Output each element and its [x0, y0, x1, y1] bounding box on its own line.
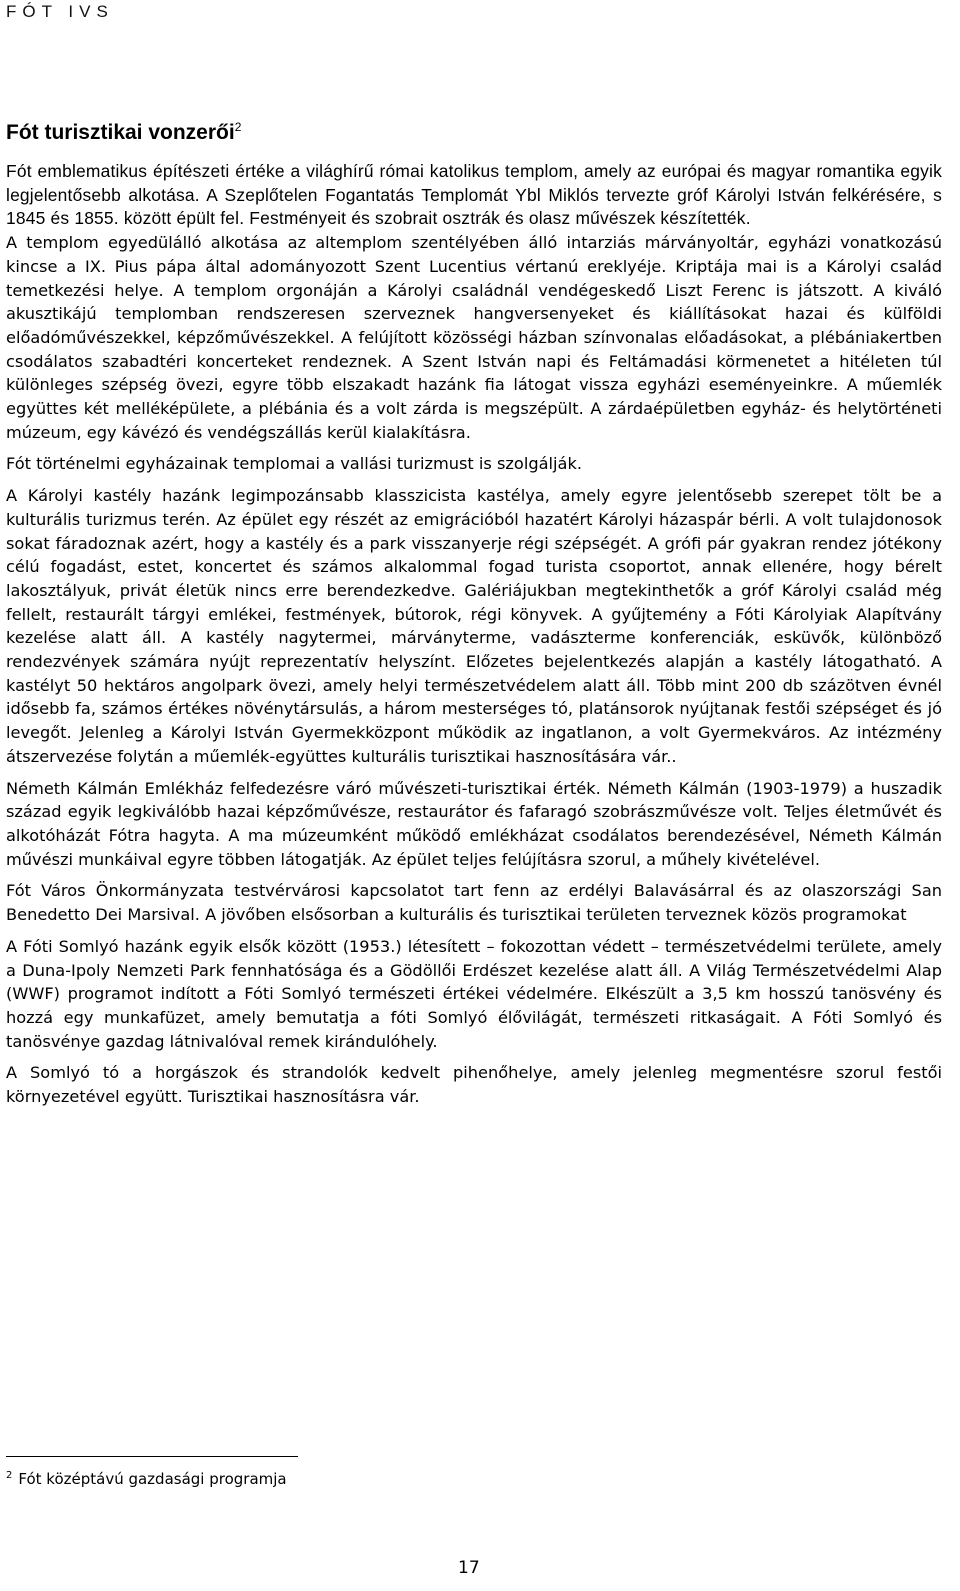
footnote-divider — [6, 1456, 298, 1457]
footnote-reference: 2 — [234, 120, 242, 134]
paragraph-church-details: A templom egyedülálló alkotása az altemplom szentélyében álló intarziás márványoltár, egyházi vonatkozású kincse a IX. Pius pápa által adományozott Szent Lucentius vértanú ereklyéje. Kriptája mai is a Károlyi család temetkezési helye. A templom orgonáján a Károlyi családnál vendégeskedő Liszt Ferenc is játszott. A kiváló akusztikájú templomban rendszeresen szerveznek hangversenyeket és kiállításokat hazai és külföldi előadóművészekkel, képzőművészekkel. A felújított közösségi házban színvonalas előadásokat, a plébániakertben csodálatos szabadtéri koncerteket rendeznek. A Szent István napi és Feltámadási körmenetet a hitéleten túl különleges szépség övezi, egyre több elszakadt hazánk fia látogat vissza egyházi eseményeinkre. A műemlék együttes két melléképülete, a plébánia és a volt zárda is megszépült. A zárdaépületben egyház- és helytörténeti múzeum, egy kávézó és vendégszállás kerül kialakításra. — [6, 233, 942, 442]
paragraph-karolyi-castle: A Károlyi kastély hazánk legimpozánsabb klasszicista kastélya, amely egyre jelentősebb szerepet tölt be a kulturális turizmus terén. Az épület egy részét az emigrációból hazatért Károlyi házaspár bérli. A volt tulajdonosok sokat fáradoznak azért, hogy a kastély és a park visszanyerje régi szépségét. A grófi pár gyakran rendez jótékony célú fogadást, estet, koncertet és számos alkalommal fogad turista csoportot, annak ellenére, hogy bérelt lakosztályuk, privát életük nincs erre berendezkedve. Galériájukban megtekinthetők a gróf Károlyi család még fellelt, restaurált tárgyi emlékei, festmények, bútorok, régi könyvek. A gyűjtemény a Fóti Károlyiak Alapítvány kezelése alatt áll. A kastély nagytermei, márványterme, vadászterme konferenciák, esküvők, különböző rendezvények számára nyújt reprezentatív helyszínt. Előzetes bejelentkezés alapján a kastély látogatható. A kastélyt 50 hektáros angolpark övezi, amely helyi természetvédelem alatt áll. Több mint 200 db százötven évnél idősebb fa, számos értékes növénytársulás, a három mesterséges tó, platánsorok nyújtanak festői szépséget és jó levegőt. Jelenleg a Károlyi István Gyermekközpont működik az ingatlanon, a volt Gyermekváros. Az intézmény átszervezése folytán a műemlék-együttes kulturális turisztikai hasznosítására vár.. — [6, 486, 942, 766]
document-body — [6, 112, 942, 1117]
footnote-text: Fót középtávú gazdasági programja — [18, 1470, 287, 1488]
paragraph-religious-tourism: Fót történelmi egyházainak templomai a vallási turizmust is szolgálják. — [6, 454, 582, 474]
intro-paragraph: Fót emblematikus építészeti értéke a világhírű római katolikus templom, amely az európai és magyar romantika egyik legjelentősebb alkotása. A Szeplőtelen Fogantatás Templomát Ybl Miklós tervezte gróf Károlyi István felkérésére, s 1845 és 1855. között épült fel. Festményeit és szobrait osztrák és olasz művészek készítették. — [6, 161, 942, 229]
paragraph-foti-somlyo: A Fóti Somlyó hazánk egyik elsők között (1953.) létesített – fokozottan védett – természetvédelmi területe, amely a Duna-Ipoly Nemzeti Park fennhatósága és a Gödöllői Erdészet kezelése alatt áll. A Világ Természetvédelmi Alap (WWF) programot indított a Fóti Somlyó természeti értékei védelmére. Elkészült a 3,5 km hosszú tanösvény és hozzá egy munkafüzet, amely bemutatja a fóti Somlyó élővilágát, természeti ritkaságait. A Fóti Somlyó és tanösvénye gazdag látnivalóval remek kirándulóhely. — [6, 936, 942, 1051]
footnote-number: 2 — [6, 1470, 13, 1481]
paragraph-somlyo-lake: A Somlyó tó a horgászok és strandolók kedvelt pihenőhelye, amely jelenleg megmentésre szorul festői környezetével együtt. Turisztikai hasznosításra vár. — [6, 1063, 942, 1107]
page-title-text: Fót turisztikai vonzerői — [6, 121, 235, 144]
footnote — [6, 1466, 287, 1489]
page-number: 17 — [458, 1558, 480, 1578]
page-title — [6, 112, 942, 148]
running-header: FÓT IVS — [6, 2, 114, 21]
paragraph-twin-towns: Fót Város Önkormányzata testvérvárosi kapcsolatot tart fenn az erdélyi Balavásárral és az olaszországi San Benedetto Dei Marsival. A jövőben elsősorban a kulturális és turisztikai területen terveznek közös programokat — [6, 881, 942, 925]
paragraph-nemeth-kalman: Németh Kálmán Emlékház felfedezésre váró művészeti-turisztikai érték. Németh Kálmán (1903-1979) a huszadik század egyik legkiválóbb hazai képzőművésze, restaurátor és fafaragó szobrászművésze volt. Teljes életművét és alkotóházát Fótra hagyta. A ma múzeumként működő emlékházat csodálatos berendezésével, Németh Kálmán művészi munkáival egyre többen látogatják. Az épület teljes felújításra szorul, a műhely kivételével. — [6, 778, 942, 869]
